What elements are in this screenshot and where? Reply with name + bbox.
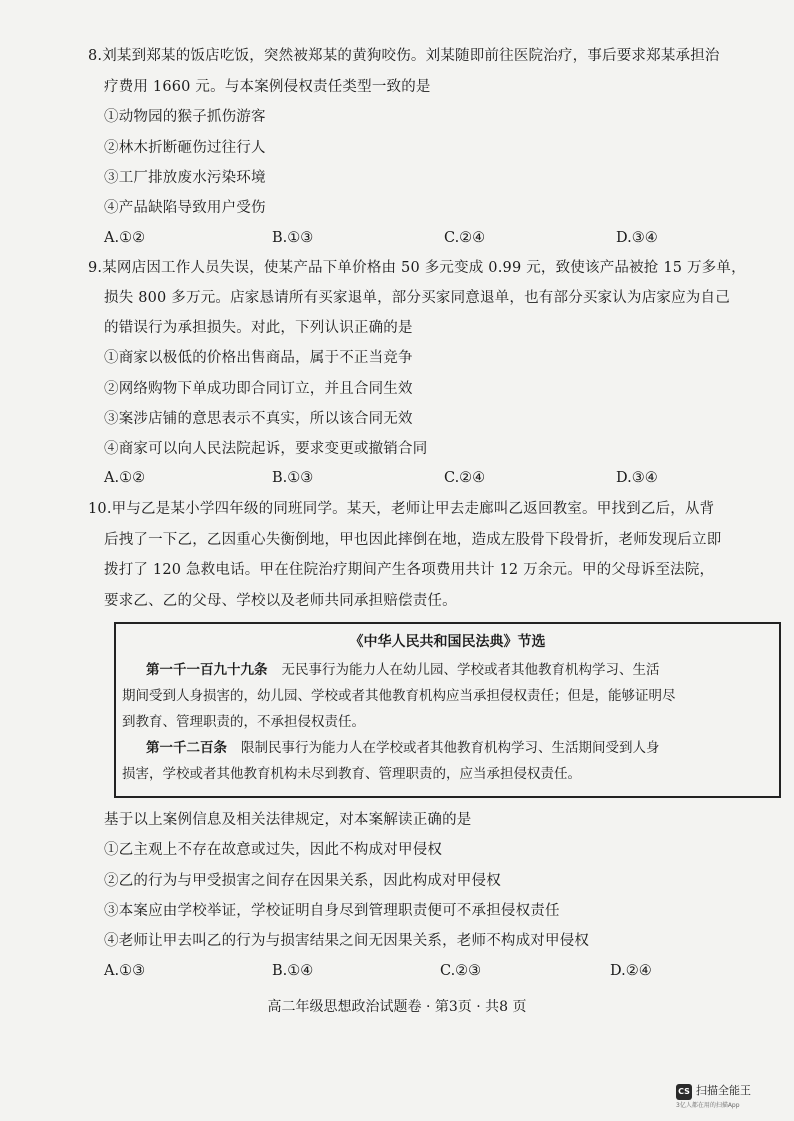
q8-line: 8.刘某到郑某的饭店吃饭，突然被郑某的黄狗咬伤。刘某随即前往医院治疗，事后要求郑某承担治 [88, 48, 720, 64]
q10-line: 要求乙、乙的父母、学校以及老师共同承担赔偿责任。 [104, 593, 457, 609]
q8-statement: ①动物园的猴子抓伤游客 [104, 109, 266, 125]
camscanner-name: 扫描全能王 [696, 1084, 751, 1097]
article-1199-text: 无民事行为能力人在幼儿园、学校或者其他教育机构学习、生活 [281, 662, 660, 678]
article-1199-head: 第一千一百九十九条 [146, 662, 268, 678]
q10-statement: ②乙的行为与甲受损害之间存在因果关系，因此构成对甲侵权 [104, 873, 501, 889]
article-1200-head: 第一千二百条 [146, 740, 227, 756]
article-1200-line: 损害，学校或者其他教育机构未尽到教育、管理职责的，应当承担侵权责任。 [122, 766, 581, 782]
q9-line: 的错误行为承担损失。对此，下列认识正确的是 [104, 320, 413, 336]
q10-statement: ①乙主观上不存在故意或过失，因此不构成对甲侵权 [104, 842, 443, 858]
q10-option-b: B.①④ [272, 963, 314, 979]
page-footer: 高二年级思想政治试题卷 · 第3页 · 共8 页 [267, 999, 527, 1015]
article-1199-line: 期间受到人身损害的，幼儿园、学校或者其他教育机构应当承担侵权责任；但是，能够证明尽 [122, 688, 676, 704]
q8-statement: ②林木折断砸伤过往行人 [104, 140, 266, 156]
q10-line: 后拽了一下乙，乙因重心失衡倒地，甲也因此摔倒在地，造成左股骨下段骨折，老师发现后立即 [104, 532, 722, 548]
excerpt-title: 《中华人民共和国民法典》节选 [349, 634, 546, 650]
q10-option-d: D.②④ [610, 963, 652, 979]
q9-line: 损失 800 多万元。店家恳请所有买家退单，部分买家同意退单，也有部分买家认为店家应为自己 [104, 290, 730, 306]
q9-option-c: C.②④ [444, 470, 486, 486]
q9-option-d: D.③④ [616, 470, 658, 486]
q8-statement: ③工厂排放废水污染环境 [104, 170, 266, 186]
q10-option-c: C.②③ [440, 963, 482, 979]
q8-line: 疗费用 1660 元。与本案例侵权责任类型一致的是 [104, 79, 431, 95]
article-1199-line [146, 660, 660, 680]
civil-code-excerpt-box [114, 622, 781, 798]
q8-statement: ④产品缺陷导致用户受伤 [104, 200, 266, 216]
q9-statement: ①商家以极低的价格出售商品，属于不正当竞争 [104, 350, 413, 366]
q9-option-b: B.①③ [272, 470, 314, 486]
q10-statement: ④老师让甲去叫乙的行为与损害结果之间无因果关系，老师不构成对甲侵权 [104, 933, 590, 949]
article-1199-line: 到教育、管理职责的，不承担侵权责任。 [122, 714, 365, 730]
q8-option-a: A.①② [104, 230, 146, 246]
q9-statement: ④商家可以向人民法院起诉，要求变更或撤销合同 [104, 441, 428, 457]
camscanner-tagline: 3亿人都在用的扫描App [676, 1102, 740, 1109]
q10-line: 10.甲与乙是某小学四年级的同班同学。某天，老师让甲去走廊叫乙返回教室。甲找到乙后，从背 [88, 501, 715, 517]
q9-statement: ③案涉店铺的意思表示不真实，所以该合同无效 [104, 411, 413, 427]
q9-statement: ②网络购物下单成功即合同订立，并且合同生效 [104, 381, 413, 397]
q8-option-c: C.②④ [444, 230, 486, 246]
article-1200-line [146, 738, 660, 758]
q8-option-d: D.③④ [616, 230, 658, 246]
q9-option-a: A.①② [104, 470, 146, 486]
article-1200-text: 限制民事行为能力人在学校或者其他教育机构学习、生活期间受到人身 [241, 740, 660, 756]
camscanner-logo-icon: CS [676, 1084, 692, 1100]
q10-prompt: 基于以上案例信息及相关法律规定，对本案解读正确的是 [104, 812, 472, 828]
q8-option-b: B.①③ [272, 230, 314, 246]
q10-line: 拨打了 120 急救电话。甲在住院治疗期间产生各项费用共计 12 万余元。甲的父母诉至法院， [104, 562, 715, 578]
q9-line: 9.某网店因工作人员失误，使某产品下单价格由 50 多元变成 0.99 元，致使该产品被抢 15 万多单， [88, 260, 746, 276]
q10-option-a: A.①③ [104, 963, 146, 979]
q10-statement: ③本案应由学校举证，学校证明自身尽到管理职责便可不承担侵权责任 [104, 903, 560, 919]
